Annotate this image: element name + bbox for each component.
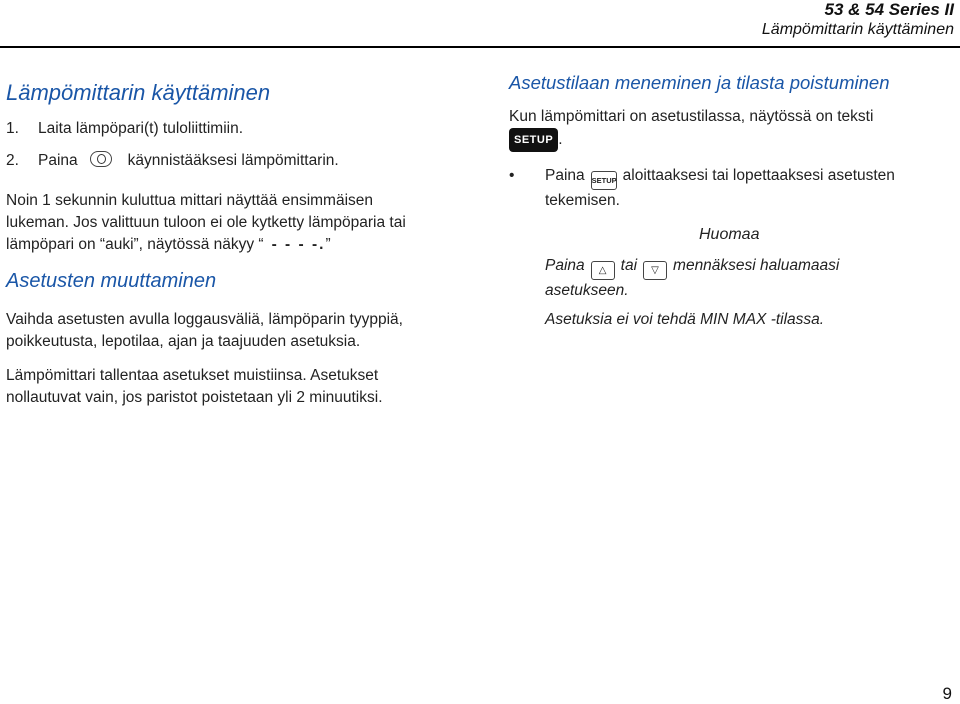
note-minmax: Asetuksia ei voi tehdä MIN MAX -tilassa.	[545, 311, 825, 328]
bullet-setup	[509, 165, 895, 212]
section-title-settings: Asetusten muuttaminen	[6, 270, 217, 292]
page-number: 9	[942, 684, 952, 703]
step-1	[6, 118, 243, 140]
bullet-text: aloittaaksesi tai lopettaaksesi asetusten	[622, 167, 895, 184]
paragraph-memory	[6, 365, 383, 409]
note-line	[545, 255, 839, 280]
step-2	[6, 150, 339, 172]
bullet-line	[509, 165, 895, 190]
header-divider	[0, 46, 960, 48]
paragraph-line: Lämpömittari tallentaa asetukset muistiinsa. Asetukset	[6, 367, 379, 384]
header-subtitle: Lämpömittarin käyttäminen	[761, 21, 954, 38]
paragraph-line: lukeman. Jos valittuun tuloon ei ole kytketty lämpöparia tai	[6, 214, 406, 231]
paragraph-line	[509, 128, 873, 152]
paragraph-line: Kun lämpömittari on asetustilassa, näytössä on teksti	[509, 108, 874, 125]
step-2-pre: Paina	[38, 152, 78, 169]
paragraph-text: lämpöpari on “auki”, näytössä näkyy “	[6, 236, 264, 253]
bullet-pre: Paina	[545, 167, 585, 184]
setup-display-badge: SETUP	[509, 128, 558, 152]
down-arrow-button-icon: ▽	[643, 261, 667, 280]
step-2-post: käynnistääksesi lämpömittarin.	[127, 152, 339, 169]
note-pre: Paina	[545, 257, 585, 274]
paragraph-line: nollautuvat vain, jos paristot poistetaan yli 2 minuutiksi.	[6, 389, 383, 406]
up-arrow-button-icon: △	[591, 261, 615, 280]
step-1-number: 1.	[6, 120, 19, 137]
paragraph-line: poikkeutusta, lepotilaa, ajan ja taajuuden asetuksia.	[6, 333, 361, 350]
note-title: Huomaa	[699, 226, 760, 243]
note-mid: tai	[620, 257, 638, 274]
paragraph-line	[6, 234, 406, 256]
note-line: asetukseen.	[545, 282, 629, 299]
section-title-setup-mode: Asetustilaan meneminen ja tilasta poistuminen	[509, 72, 890, 93]
paragraph-settings	[6, 309, 403, 353]
paragraph-line: Vaihda asetusten avulla loggausväliä, lämpöparin tyyppiä,	[6, 311, 403, 328]
setup-button-icon: SETUP	[591, 171, 617, 190]
page-title: Lämpömittarin käyttäminen	[6, 80, 271, 105]
paragraph-setup-intro	[509, 106, 873, 152]
open-display-dashes: - - - -.	[271, 236, 326, 253]
closing-quote: ”	[325, 236, 331, 253]
note-body	[545, 255, 839, 302]
intro-period: .	[558, 131, 563, 148]
power-button-icon	[90, 151, 112, 167]
bullet-symbol: •	[509, 167, 515, 184]
paragraph-line: Noin 1 sekunnin kuluttua mittari näyttää ensimmäisen	[6, 192, 374, 209]
header-series-title: 53 & 54 Series II	[824, 0, 954, 19]
bullet-line: tekemisen.	[545, 192, 620, 209]
paragraph-first-reading	[6, 190, 406, 256]
step-2-number: 2.	[6, 152, 19, 169]
step-1-text: Laita lämpöpari(t) tuloliittimiin.	[38, 120, 244, 137]
note-post: mennäksesi haluamaasi	[673, 257, 840, 274]
